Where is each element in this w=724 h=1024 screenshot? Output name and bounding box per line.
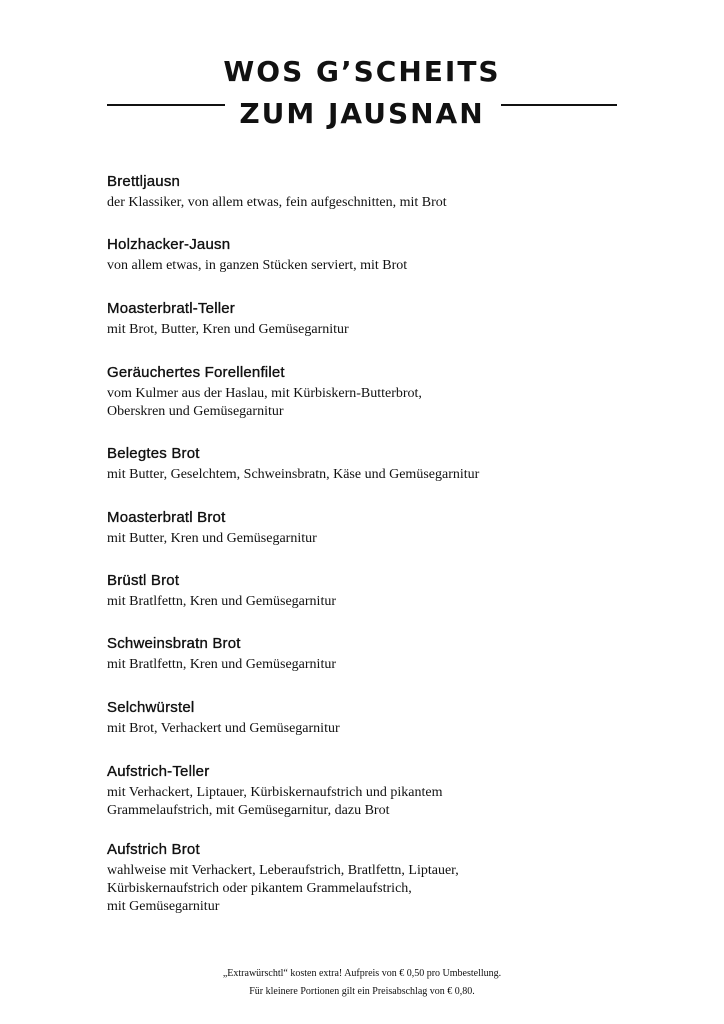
- menu-item-bruestl-brot: [107, 572, 627, 611]
- footer-note-extra-charge: „Extrawürschtl“ kosten extra! Aufpreis von € 0,50 pro Umbestellung.: [222, 968, 502, 979]
- menu-item-forellenfilet: [107, 364, 627, 421]
- menu-item-aufstrich-teller: [107, 763, 627, 820]
- menu-item-description-line: Oberskren und Gemüsegarnitur: [107, 404, 284, 419]
- menu-item-name: Aufstrich-Teller: [107, 763, 210, 780]
- menu-item-description-line: Kürbiskernaufstrich oder pikantem Grammelaufstrich,: [107, 881, 412, 896]
- menu-item-description: [107, 720, 627, 738]
- menu-item-schweinsbratn-brot: [107, 635, 627, 674]
- menu-item-description-line: vom Kulmer aus der Haslau, mit Kürbiskern-Butterbrot,: [107, 386, 422, 401]
- menu-item-description: [107, 530, 627, 548]
- menu-item-description: [107, 466, 627, 484]
- menu-item-description-line: mit Butter, Kren und Gemüsegarnitur: [107, 531, 317, 546]
- menu-item-name: Geräuchertes Forellenfilet: [107, 364, 285, 381]
- menu-item-description-line: mit Verhackert, Liptauer, Kürbiskernaufstrich und pikantem: [107, 785, 443, 800]
- menu-item-description: [107, 593, 627, 611]
- menu-item-description: [107, 321, 627, 339]
- menu-item-description-line: Grammelaufstrich, mit Gemüsegarnitur, dazu Brot: [107, 803, 390, 818]
- menu-item-brettljausn: [107, 173, 627, 212]
- menu-item-name: Brüstl Brot: [107, 572, 180, 589]
- menu-item-description-line: mit Bratlfettn, Kren und Gemüsegarnitur: [107, 657, 336, 672]
- menu-item-description: [107, 385, 627, 421]
- menu-header: [0, 55, 724, 135]
- menu-item-selchwuerstel: [107, 699, 627, 738]
- menu-item-description-line: mit Bratlfettn, Kren und Gemüsegarnitur: [107, 594, 336, 609]
- footer-note-small-portions: Für kleinere Portionen gilt ein Preisabschlag von € 0,80.: [249, 986, 475, 997]
- menu-item-belegtes-brot: [107, 445, 627, 484]
- menu-item-description-line: mit Butter, Geselchtem, Schweinsbratn, Käse und Gemüsegarnitur: [107, 467, 480, 482]
- menu-item-name: Moasterbratl-Teller: [107, 300, 236, 317]
- menu-item-name: Brettljausn: [107, 173, 181, 190]
- menu-item-description: [107, 656, 627, 674]
- menu-item-moasterbratl-brot: [107, 509, 627, 548]
- page-title-line-1: WOS G’SCHEITS: [223, 55, 501, 88]
- menu-item-description-line: von allem etwas, in ganzen Stücken serviert, mit Brot: [107, 258, 408, 273]
- menu-item-holzhacker-jausn: [107, 236, 627, 275]
- menu-footer: [0, 965, 724, 1001]
- menu-item-name: Belegtes Brot: [107, 445, 200, 462]
- menu-item-description: [107, 257, 627, 275]
- page-title-line-2: ZUM JAUSNAN: [239, 97, 485, 130]
- menu-item-description-line: mit Brot, Verhackert und Gemüsegarnitur: [107, 721, 340, 736]
- menu-item-description-line: der Klassiker, von allem etwas, fein aufgeschnitten, mit Brot: [107, 195, 447, 210]
- menu-item-description-line: mit Gemüsegarnitur: [107, 899, 220, 914]
- menu-item-name: Moasterbratl Brot: [107, 509, 226, 526]
- menu-item-name: Selchwürstel: [107, 699, 195, 716]
- menu-item-description: [107, 784, 627, 820]
- menu-item-moasterbratl-teller: [107, 300, 627, 339]
- menu-item-description: [107, 194, 627, 212]
- menu-item-description-line: wahlweise mit Verhackert, Leberaufstrich, Bratlfettn, Liptauer,: [107, 863, 459, 878]
- menu-item-name: Aufstrich Brot: [107, 841, 200, 858]
- menu-item-description-line: mit Brot, Butter, Kren und Gemüsegarnitur: [107, 322, 349, 337]
- menu-item-name: Schweinsbratn Brot: [107, 635, 241, 652]
- menu-item-name: Holzhacker-Jausn: [107, 236, 231, 253]
- menu-item-description: [107, 862, 627, 916]
- header-rule-right: [501, 104, 617, 106]
- menu-item-aufstrich-brot: [107, 841, 627, 916]
